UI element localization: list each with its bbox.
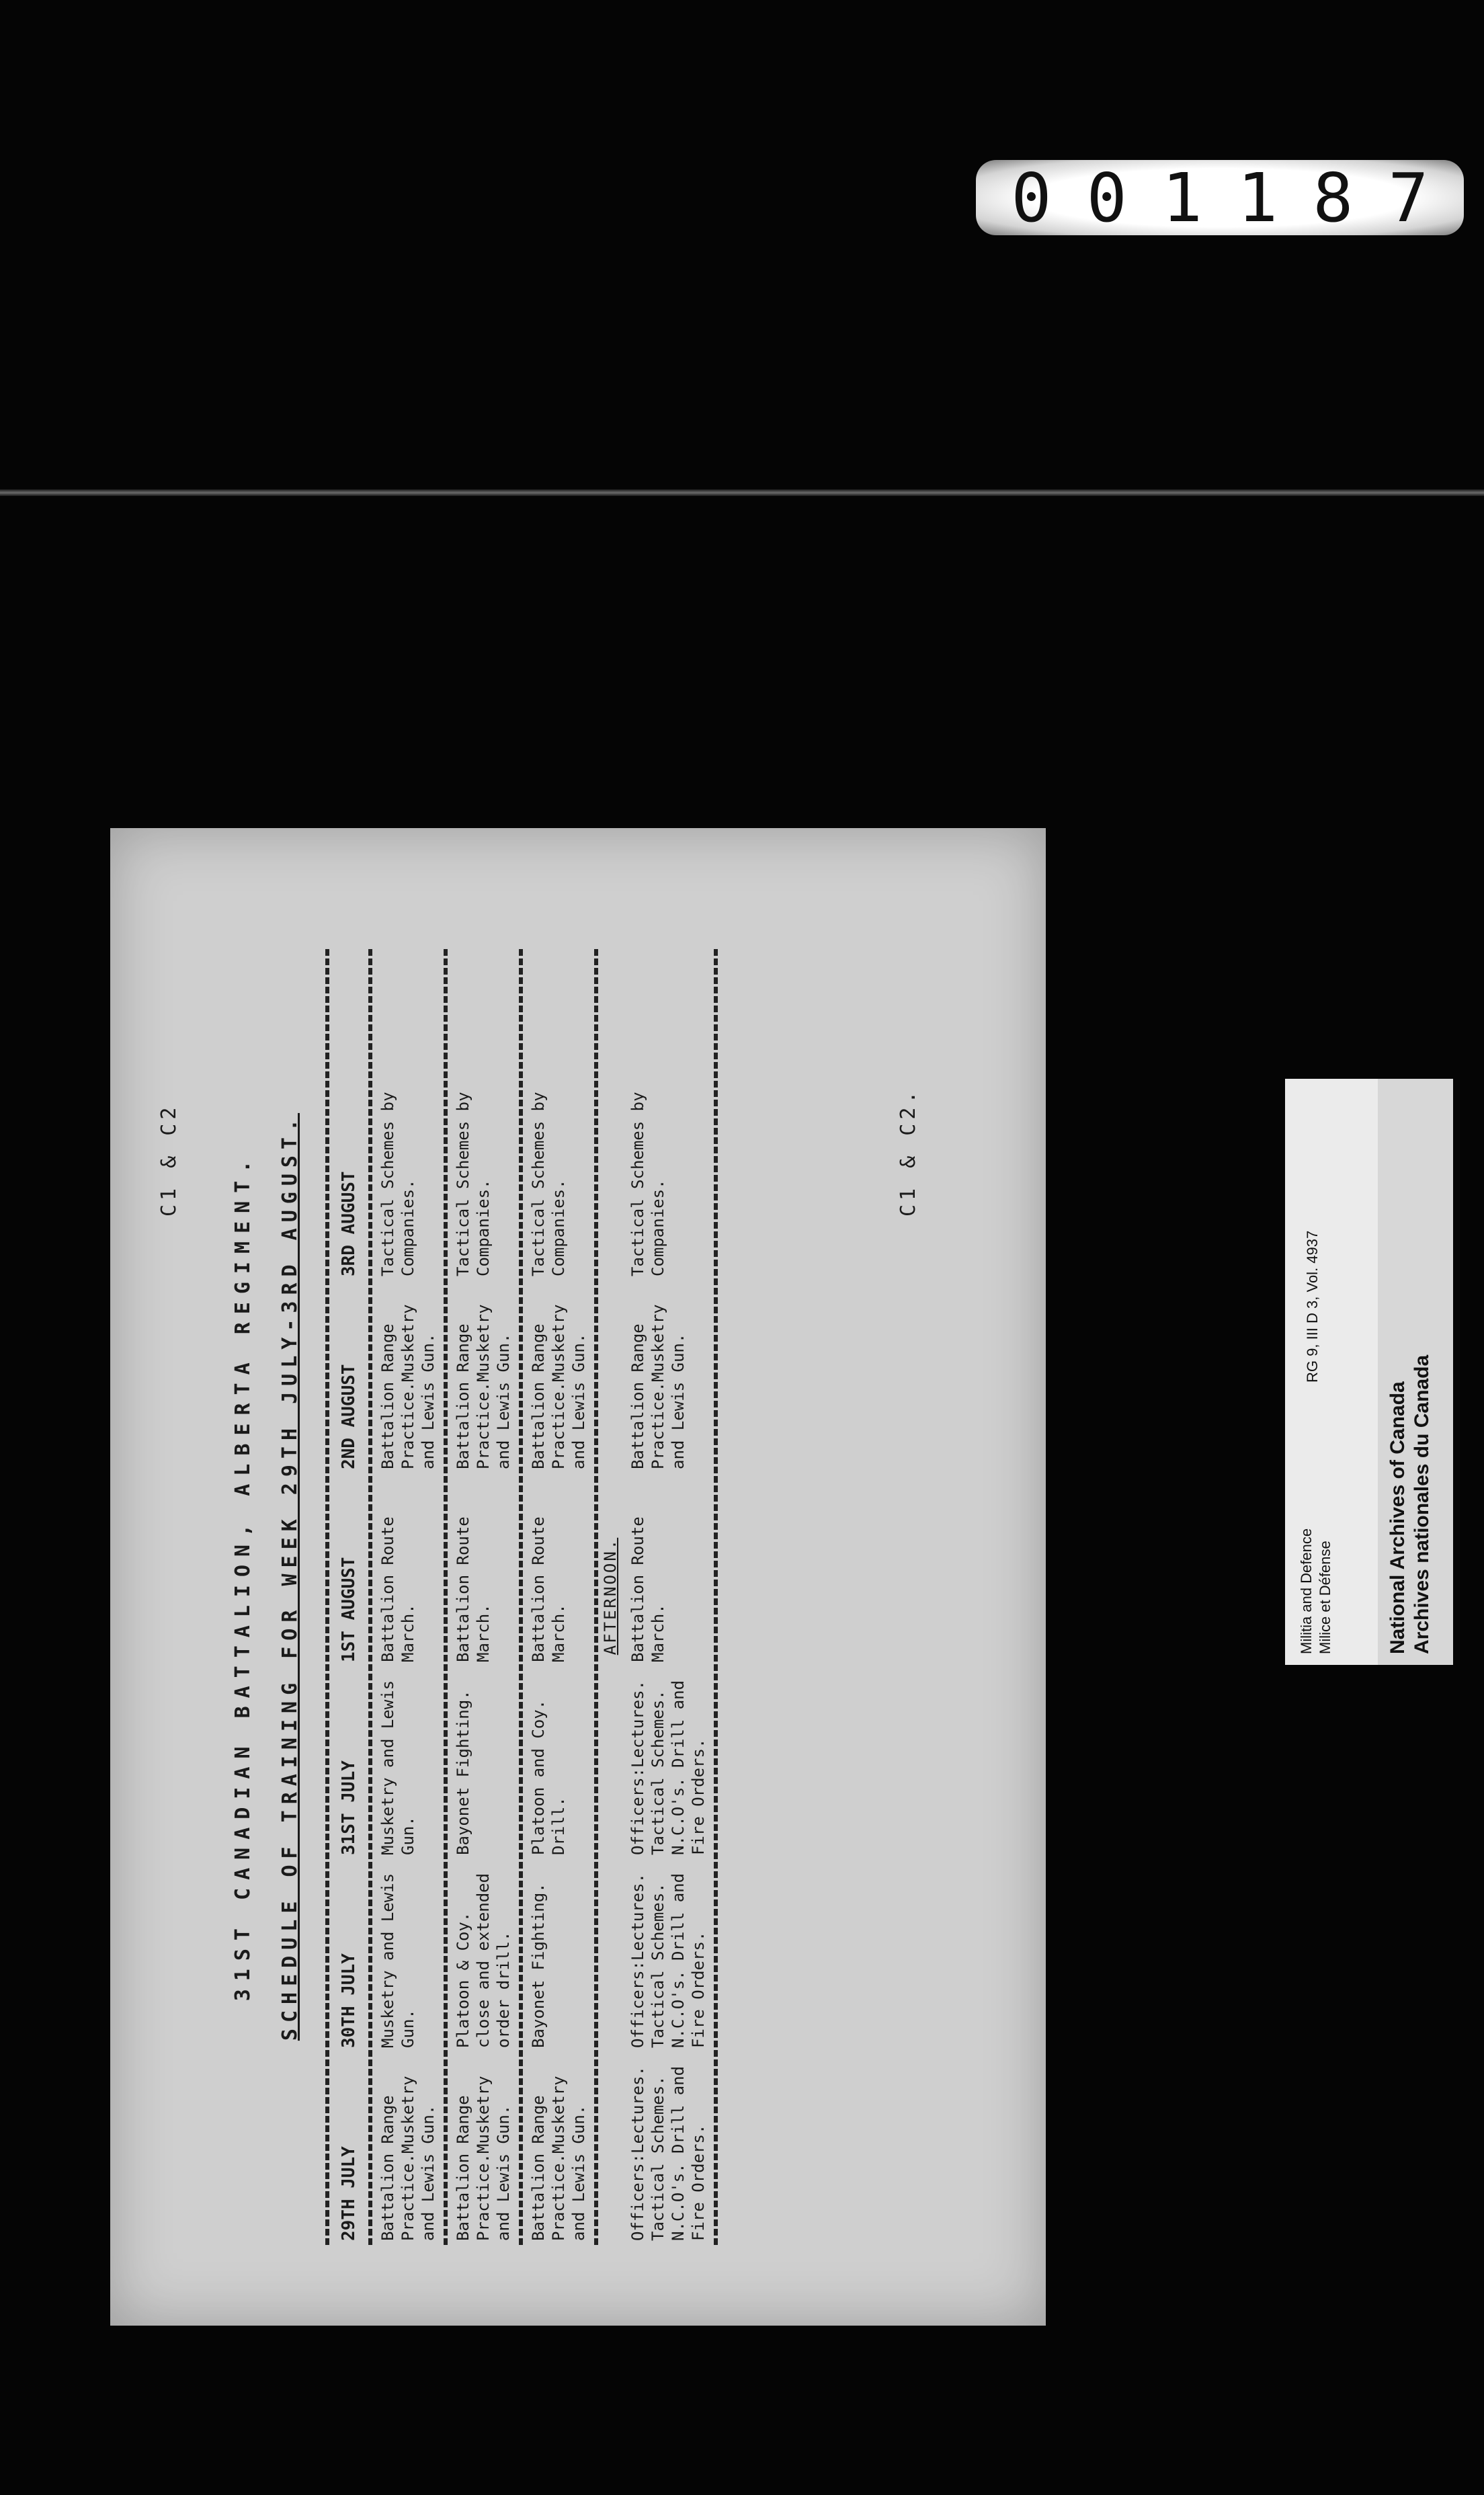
column-header: 30TH JULY (339, 1953, 359, 2048)
table-cell: Officers:Lectures. Tactical Schemes. N.C.O's. Drill and Fire Orders. (628, 2065, 708, 2241)
table-cell: Battalion Range Practice.Musketry and Lewis Gun. (454, 1304, 513, 1469)
table-row (372, 948, 444, 2245)
doc-ref-bottom: C1 & C2. (897, 1087, 920, 1217)
table-header-row (329, 948, 368, 2245)
column-header: 2ND AUGUST (339, 1364, 359, 1469)
document-card (110, 828, 1046, 2326)
table-cell: Platoon and Coy. Drill. (529, 1699, 568, 1855)
table-row (523, 948, 594, 2245)
column-header: 1ST AUGUST (339, 1557, 359, 1662)
doc-ref-top: C1 & C2 (157, 1103, 181, 1217)
frame-number-label (976, 160, 1464, 235)
stamp-fonds-en: Militia and Defence (1298, 1528, 1315, 1654)
afternoon-label: AFTERNOON. (601, 1537, 620, 1655)
table-cell: Officers:Lectures. Tactical Schemes. N.C.O's. Drill and Fire Orders. (628, 1873, 708, 2048)
table-cell: Tactical Schemes by Companies. (529, 1092, 568, 1276)
table-cell: Platoon & Coy. close and extended order drill. (454, 1873, 513, 2048)
frame-number-text: 001187 (1011, 158, 1464, 237)
table-cell: Officers:Lectures. Tactical Schemes. N.C.O's. Drill and Fire Orders. (628, 1680, 708, 1855)
doc-title: 31ST CANADIAN BATTALION, ALBERTA REGIMENT. (231, 1152, 255, 2002)
table-cell: Battalion Route March. (529, 1516, 568, 1662)
table-cell: Tactical Schemes by Companies. (454, 1092, 493, 1276)
table-cell: Battalion Range Practice.Musketry and Lewis Gun. (529, 2076, 588, 2241)
table-cell: Battalion Range Practice.Musketry and Lewis Gun. (378, 1304, 438, 1469)
table-cell: Bayonet Fighting. (529, 1883, 548, 2048)
table-cell: Battalion Route March. (628, 1516, 667, 1662)
stamp-reference: RG 9, III D 3, Vol. 4937 (1304, 1230, 1321, 1383)
table-cell: Battalion Range Practice.Musketry and Lewis Gun. (454, 2076, 513, 2241)
table-cell: Tactical Schemes by Companies. (378, 1092, 417, 1276)
table-cell: Battalion Route March. (378, 1516, 417, 1662)
stamp-fonds-fr: Milice et Défense (1317, 1541, 1333, 1654)
stamp-institution-en: National Archives of Canada (1387, 1381, 1409, 1654)
column-header: 3RD AUGUST (339, 1171, 359, 1276)
training-schedule-table (325, 948, 718, 2245)
table-cell: Musketry and Lewis Gun. (378, 1680, 417, 1855)
table-cell: Battalion Range Practice.Musketry and Lewis Gun. (529, 1304, 588, 1469)
table-cell: Battalion Range Practice.Musketry and Lewis Gun. (378, 2076, 438, 2241)
table-row (622, 948, 714, 2245)
column-header: 31ST JULY (339, 1760, 359, 1855)
table-row (448, 948, 519, 2245)
stamp-institution-fr: Archives nationales du Canada (1411, 1354, 1433, 1654)
table-cell: Bayonet Fighting. (454, 1690, 472, 1855)
column-header: 29TH JULY (339, 2146, 359, 2241)
table-cell: Battalion Route March. (454, 1516, 493, 1662)
film-divider (0, 489, 1484, 496)
table-cell: Tactical Schemes by Companies. (628, 1092, 667, 1276)
doc-subtitle: SCHEDULE OF TRAINING FOR WEEK 29TH JULY-3RD AUGUST. (278, 1112, 302, 2041)
archive-stamp (1285, 1079, 1453, 1665)
table-cell: Musketry and Lewis Gun. (378, 1873, 417, 2048)
table-cell: Battalion Range Practice.Musketry and Lewis Gun. (628, 1304, 688, 1469)
